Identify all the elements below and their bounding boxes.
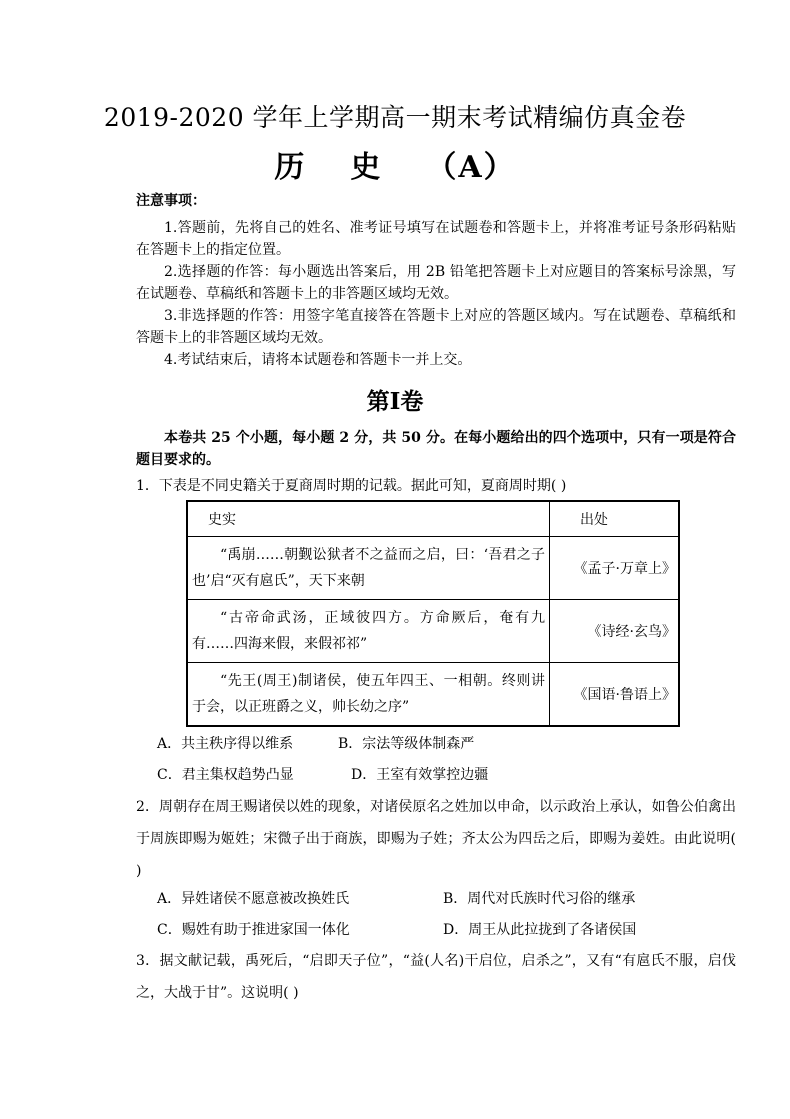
notes-heading: 注意事项： <box>136 193 206 209</box>
table-header-fact: 史实 <box>187 501 550 537</box>
notes-list <box>136 217 736 371</box>
question-1-stem: 1．下表是不同史籍关于夏商周时期的记载。据此可知，夏商周时期( ) <box>136 478 567 494</box>
subject-version: （A） <box>426 150 516 185</box>
question-2-stem: 2．周朝存在周王赐诸侯以姓的现象，对诸侯原名之姓加以申命，以示政治上承认，如鲁公伯禽出于周族即赐为姬姓；宋微子出于商族，即赐为子姓；齐太公为四岳之后，即赐为姜姓。由此说明( ) <box>136 799 736 879</box>
table-cell-source: 《国语·鲁语上》 <box>550 663 680 727</box>
question-1-option-d: D．王室有效掌控边疆 <box>351 767 489 783</box>
subject-char-2: 史 <box>350 150 383 185</box>
table-cell-source: 《诗经·玄鸟》 <box>550 600 680 663</box>
table-cell-source: 《孟子·万章上》 <box>550 537 680 600</box>
table-header-source: 出处 <box>550 501 680 537</box>
table-header-row <box>187 501 679 537</box>
note-item: 2.选择题的作答：每小题选出答案后，用 2B 铅笔把答题卡上对应题目的答案标号涂黑，写在试题卷、草稿纸和答题卡上的非答题区域均无效。 <box>136 264 736 302</box>
section-instructions: 本卷共 25 个小题，每小题 2 分，共 50 分。在每小题给出的四个选项中，只有一项是符合题目要求的。 <box>136 430 736 468</box>
note-item: 1.答题前，先将自己的姓名、准考证号填写在试题卷和答题卡上，并将准考证号条形码粘贴在答题卡上的指定位置。 <box>136 220 736 258</box>
subject-char-1: 历 <box>274 150 307 185</box>
table-cell-fact <box>187 600 550 663</box>
section-heading: 第Ⅰ卷 <box>366 388 424 415</box>
table-cell-fact <box>187 537 550 600</box>
table-row <box>187 663 679 727</box>
question-1-option-c: C．君主集权趋势凸显 <box>157 767 294 783</box>
question-1-option-b: B．宗法等级体制森严 <box>338 736 475 752</box>
question-1-option-a: A．共主秩序得以维系 <box>157 736 294 752</box>
question-1-table <box>186 500 680 727</box>
question-2-option-b: B．周代对氏族时代习俗的继承 <box>443 891 636 907</box>
fact-text: “古帝命武汤，正域彼四方。方命厥后，奄有九有……四海来假，来假祁祁” <box>192 610 545 652</box>
question-2-option-d: D．周王从此拉拢到了各诸侯国 <box>443 922 637 938</box>
question-2-option-a: A．异姓诸侯不愿意被改换姓氏 <box>157 891 350 907</box>
fact-text: “先王(周王)制诸侯，使五年四王、一相朝。终则讲于会，以正班爵之义，帅长幼之序” <box>192 673 545 715</box>
table-row <box>187 537 679 600</box>
note-item: 3.非选择题的作答：用签字笔直接答在答题卡上对应的答题区域内。写在试题卷、草稿纸和答题卡上的非答题区域均无效。 <box>136 308 736 346</box>
exam-title: 2019-2020 学年上学期高一期末考试精编仿真金卷 <box>103 103 687 132</box>
table-cell-fact <box>187 663 550 727</box>
table-row <box>187 600 679 663</box>
question-2-option-c: C．赐姓有助于推进家国一体化 <box>157 922 350 938</box>
note-item: 4.考试结束后，请将本试题卷和答题卡一并上交。 <box>164 352 472 368</box>
question-3-stem: 3．据文献记载，禹死后，“启即天子位”，“益(人名)干启位，启杀之”，又有“有扈氏不服，启伐之，大战于甘”。这说明( ) <box>136 953 736 1001</box>
subject-title <box>0 142 790 186</box>
fact-text: “禹崩……朝觐讼狱者不之益而之启，曰：‘吾君之子也’启“灭有扈氏”，天下来朝 <box>192 547 545 589</box>
